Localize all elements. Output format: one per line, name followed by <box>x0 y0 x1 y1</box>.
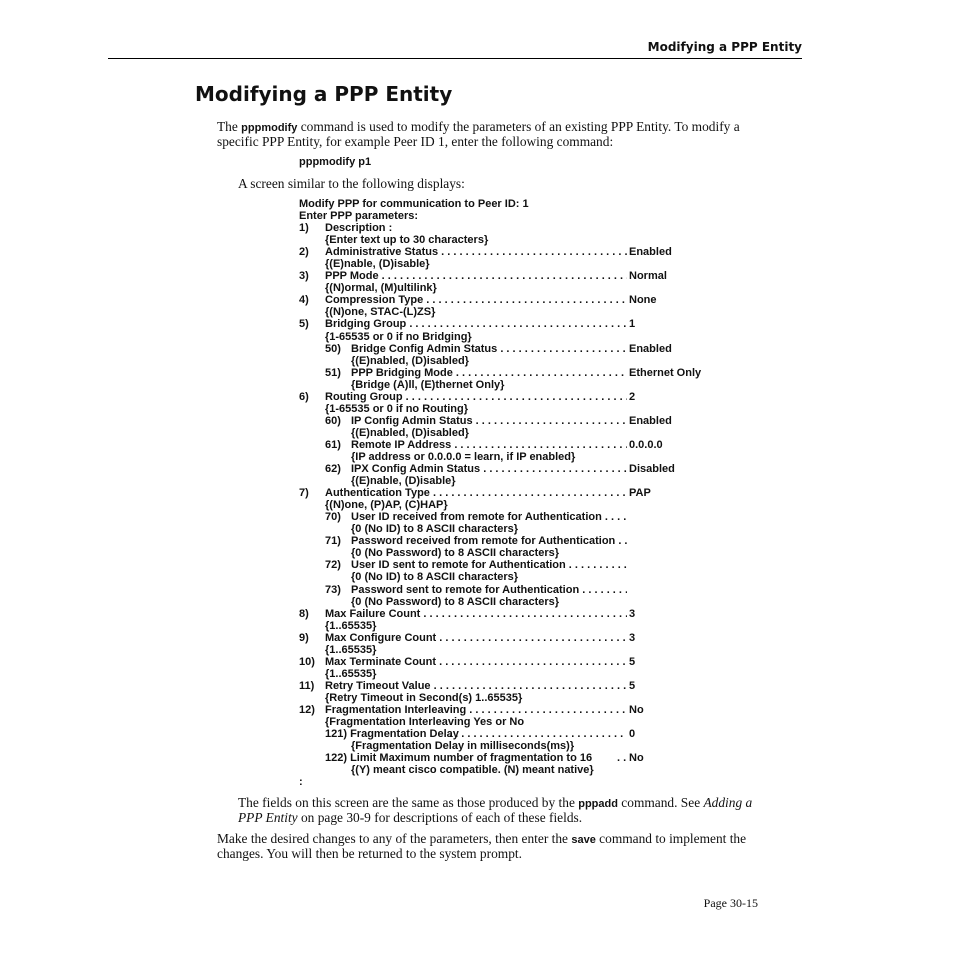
screen-output <box>299 198 739 788</box>
param-value: PAP <box>629 487 651 500</box>
param-hint: {1..65535} <box>325 667 377 680</box>
subparam-number: 60) <box>325 414 341 427</box>
screen-line <box>299 427 739 439</box>
subparam-number: 122) Limit Maximum number of fragmentation to 16 <box>325 752 593 765</box>
param-number: 11) <box>299 679 315 692</box>
param-label <box>617 752 627 764</box>
param-value: Disabled <box>629 463 675 476</box>
param-value: 0.0.0.0 <box>629 438 663 451</box>
param-value: 0 <box>629 728 636 741</box>
param-label: PPP Mode . . . <box>325 270 627 282</box>
param-value: No <box>629 703 644 716</box>
screen-line <box>299 656 739 668</box>
param-label: User ID sent to remote for Authentication . . . <box>351 559 627 571</box>
param-hint: {Fragmentation Interleaving Yes or No <box>325 716 525 729</box>
fields-note-command: pppadd <box>578 798 618 810</box>
param-value: 5 <box>629 655 636 668</box>
screen-line <box>299 463 739 475</box>
screen-line <box>299 294 739 306</box>
subparam-number: 72) <box>325 559 341 572</box>
param-number: 12) <box>299 703 315 716</box>
subparam-number: 61) <box>325 438 341 451</box>
screen-line <box>299 692 739 704</box>
param-label: Bridge Config Admin Status . . . <box>351 343 627 355</box>
command-example: pppmodify p1 <box>299 156 372 168</box>
subparam-hint: {0 (No ID) to 8 ASCII characters} <box>351 571 519 584</box>
param-hint: {(E)nable, (D)isable} <box>325 258 430 271</box>
param-label: IP Config Admin Status . . . <box>351 415 627 427</box>
param-label: IPX Config Admin Status . . . <box>351 463 627 475</box>
screen-line <box>299 391 739 403</box>
param-number: 1) <box>299 222 309 235</box>
param-label: Authentication Type . . . <box>325 487 627 499</box>
param-hint: {Retry Timeout in Second(s) 1..65535} <box>325 691 523 704</box>
screen-heading-2: Enter PPP parameters: <box>299 210 419 223</box>
screen-subheading <box>299 210 739 222</box>
param-number: 2) <box>299 246 309 259</box>
screen-line <box>299 535 739 547</box>
screen-line <box>299 764 739 776</box>
screen-intro: A screen similar to the following displays: <box>238 176 465 191</box>
param-hint: {1-65535 or 0 if no Bridging} <box>325 330 472 343</box>
subparam-number: 51) <box>325 366 341 379</box>
param-value: 3 <box>629 631 636 644</box>
closing-paragraph <box>217 832 747 861</box>
subparam-number: 121) Fragmentation Delay <box>325 728 459 741</box>
param-label <box>449 728 627 740</box>
param-label: PPP Bridging Mode . . . <box>351 367 627 379</box>
param-value: Enabled <box>629 342 672 355</box>
param-label: Max Failure Count . . . <box>325 608 627 620</box>
screen-line <box>299 680 739 692</box>
subparam-hint: {Fragmentation Delay in milliseconds(ms)} <box>351 740 575 753</box>
subparam-number: 71) <box>325 535 341 548</box>
screen-line <box>299 523 739 535</box>
screen-line <box>299 511 739 523</box>
screen-line <box>299 415 739 427</box>
screen-line <box>299 246 739 258</box>
param-number: 4) <box>299 294 309 307</box>
subparam-hint: {0 (No Password) to 8 ASCII characters} <box>351 595 560 608</box>
subparam-hint: {Bridge (A)ll, (E)thernet Only} <box>351 378 505 391</box>
subparam-hint: {0 (No Password) to 8 ASCII characters} <box>351 547 560 560</box>
screen-line <box>299 716 739 728</box>
fields-note-pre: The fields on this screen are the same as those produced by the <box>238 795 579 810</box>
param-label: Routing Group . . . <box>325 391 627 403</box>
param-label: Max Terminate Count . . . <box>325 656 627 668</box>
screen-line <box>299 487 739 499</box>
screen-line <box>299 343 739 355</box>
param-value: Enabled <box>629 414 672 427</box>
intro-command: pppmodify <box>241 122 298 134</box>
param-number: 7) <box>299 487 309 500</box>
screen-line <box>299 644 739 656</box>
screen-line <box>299 728 739 740</box>
subparam-number: 62) <box>325 463 341 476</box>
screen-line <box>299 668 739 680</box>
screen-line <box>299 451 739 463</box>
param-hint: {1..65535} <box>325 643 377 656</box>
screen-prompt: : <box>299 776 303 789</box>
screen-line <box>299 584 739 596</box>
screen-line <box>299 499 739 511</box>
param-label: Remote IP Address . . . <box>351 439 627 451</box>
screen-line <box>299 306 739 318</box>
param-number: 9) <box>299 631 309 644</box>
screen-line <box>299 379 739 391</box>
screen-lines <box>299 222 739 788</box>
screen-line <box>299 367 739 379</box>
subparam-number: 70) <box>325 511 341 524</box>
param-value: None <box>629 294 657 307</box>
screen-heading <box>299 198 739 210</box>
screen-line <box>299 632 739 644</box>
param-value: 1 <box>629 318 636 331</box>
subparam-hint: {0 (No ID) to 8 ASCII characters} <box>351 523 519 536</box>
param-number: 5) <box>299 318 309 331</box>
param-value: No <box>629 752 644 765</box>
param-value: 2 <box>629 390 636 403</box>
closing-pre: Make the desired changes to any of the parameters, then enter the <box>217 831 572 846</box>
param-number: 6) <box>299 390 309 403</box>
subparam-number: 73) <box>325 583 341 596</box>
fields-note <box>238 796 758 825</box>
param-label: Administrative Status . . . <box>325 246 627 258</box>
subparam-hint: {(E)nabled, (D)isabled} <box>351 354 469 367</box>
subparam-hint: {IP address or 0.0.0.0 = learn, if IP enabled} <box>351 450 576 463</box>
screen-line <box>299 270 739 282</box>
screen-heading-1: Modify PPP for communication to Peer ID: 1 <box>299 198 529 210</box>
param-label: Password received from remote for Authentication . . . <box>351 535 627 547</box>
subparam-hint: {(E)nable, (D)isable} <box>351 475 456 488</box>
param-label: Fragmentation Interleaving . . . <box>325 704 627 716</box>
param-label: Compression Type . . . <box>325 294 627 306</box>
fields-note-mid: command. See <box>617 795 704 810</box>
param-label: Password sent to remote for Authentication . . . <box>351 584 627 596</box>
param-hint: {(N)one, (P)AP, (C)HAP} <box>325 499 448 512</box>
screen-line <box>299 258 739 270</box>
screen-line <box>299 752 739 764</box>
param-label: Bridging Group . . . <box>325 318 627 330</box>
fields-note-post: on page 30-9 for descriptions of each of these fields. <box>297 810 583 825</box>
param-hint: {Enter text up to 30 characters} <box>325 234 489 247</box>
param-number: 8) <box>299 607 309 620</box>
screen-line <box>299 559 739 571</box>
param-label: User ID received from remote for Authentication . . . <box>351 511 627 523</box>
screen-line <box>299 571 739 583</box>
screen-line <box>299 475 739 487</box>
param-hint: {(N)ormal, (M)ultilink} <box>325 282 437 295</box>
param-hint: {1-65535 or 0 if no Routing} <box>325 402 469 415</box>
param-hint: {(N)one, STAC-(L)ZS} <box>325 306 436 319</box>
intro-pre: The <box>217 119 242 134</box>
subparam-hint: {(Y) meant cisco compatible. (N) meant native} <box>351 764 594 777</box>
param-number: 10) <box>299 655 315 668</box>
intro-post: command is used to modify the parameters of an existing PPP Entity. To modify a specific PPP Entity, for example Peer ID 1, enter the following command: <box>217 119 740 149</box>
screen-line <box>299 547 739 559</box>
param-number: 3) <box>299 270 309 283</box>
screen-line <box>299 318 739 330</box>
subparam-number: 50) <box>325 342 341 355</box>
closing-command: save <box>571 834 596 846</box>
subparam-hint: {(E)nabled, (D)isabled} <box>351 426 469 439</box>
param-value: 5 <box>629 679 636 692</box>
screen-line <box>299 608 739 620</box>
param-value: Ethernet Only <box>629 366 702 379</box>
screen-line <box>299 776 739 788</box>
screen-line <box>299 355 739 367</box>
intro-paragraph <box>217 120 747 149</box>
param-label: Max Configure Count . . . <box>325 632 627 644</box>
screen-line <box>299 596 739 608</box>
param-hint: {1..65535} <box>325 619 377 632</box>
screen-line <box>299 403 739 415</box>
screen-line <box>299 331 739 343</box>
screen-line <box>299 222 739 234</box>
param-value: 3 <box>629 607 636 620</box>
param-value: Normal <box>629 270 667 283</box>
screen-line <box>299 620 739 632</box>
screen-line <box>299 439 739 451</box>
screen-line <box>299 740 739 752</box>
header-rule <box>108 58 802 59</box>
closing-post: command to implement the changes. You will then be returned to the system prompt. <box>217 831 747 861</box>
param-value: Enabled <box>629 246 672 259</box>
screen-line <box>299 234 739 246</box>
param-label: Retry Timeout Value . . . <box>325 680 627 692</box>
screen-line <box>299 282 739 294</box>
page-number: Page 30-15 <box>703 896 758 910</box>
param-label: Description : <box>325 222 393 235</box>
section-title: Modifying a PPP Entity <box>195 82 453 106</box>
fields-note-reference: Adding a PPP Entity <box>238 795 753 825</box>
screen-line <box>299 704 739 716</box>
running-header-title: Modifying a PPP Entity <box>647 40 802 54</box>
